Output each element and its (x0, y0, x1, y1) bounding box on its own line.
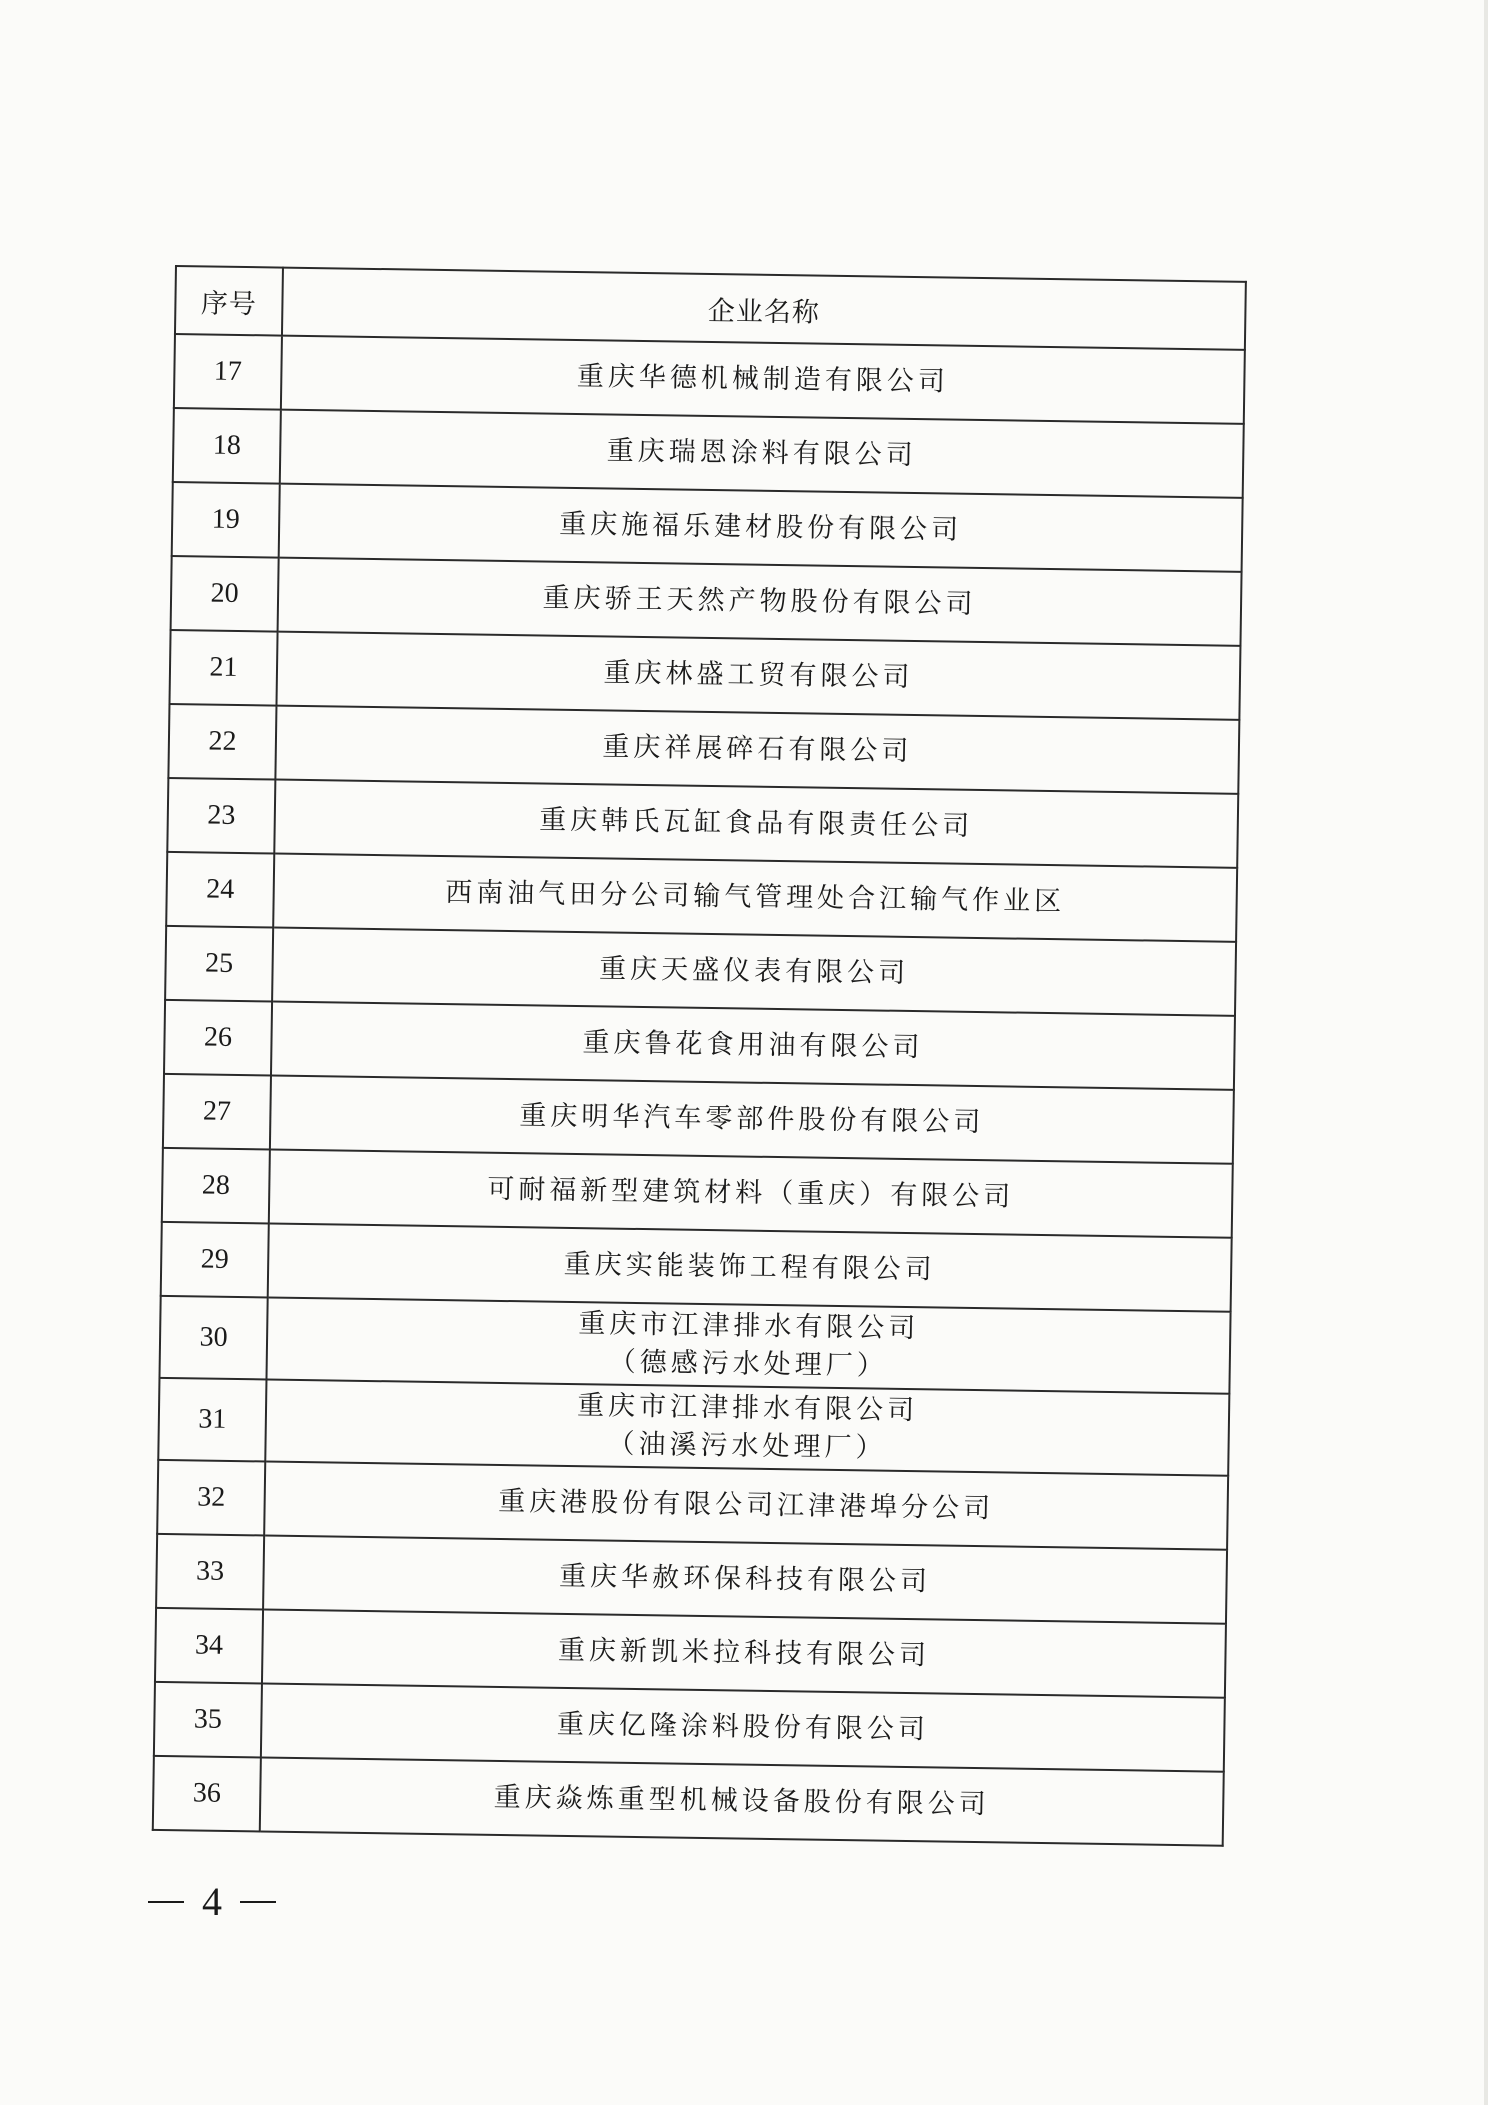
company-name-line: 可耐福新型建筑材料（重庆）有限公司 (487, 1173, 1015, 1213)
row-index: 26 (164, 1000, 272, 1076)
company-name-cell (281, 336, 1245, 424)
company-name-line: 重庆市江津排水有限公司 (578, 1308, 920, 1345)
company-name-cell (269, 1150, 1233, 1238)
footer-dash-right (240, 1901, 276, 1903)
company-name-cell (275, 706, 1239, 794)
row-index: 29 (161, 1222, 269, 1298)
company-name-cell (262, 1609, 1226, 1697)
company-name-line: 重庆骄王天然产物股份有限公司 (542, 582, 977, 620)
row-index: 30 (159, 1296, 267, 1380)
row-index: 35 (154, 1682, 262, 1758)
company-name-line: 重庆施福乐建材股份有限公司 (558, 508, 963, 546)
company-name-cell (274, 780, 1238, 868)
company-name-line: 重庆瑞恩涂料有限公司 (606, 435, 917, 472)
company-name-cell (261, 1683, 1225, 1771)
table-row (158, 1378, 1229, 1476)
row-index: 18 (173, 408, 281, 484)
company-name-line: 重庆鲁花食用油有限公司 (582, 1027, 924, 1064)
company-name-cell (265, 1379, 1229, 1475)
row-index: 17 (174, 334, 282, 410)
company-name-cell (279, 484, 1243, 572)
table-body (153, 334, 1245, 1846)
company-name-cell (263, 1535, 1227, 1623)
company-name-line: 重庆华赦环保科技有限公司 (558, 1560, 932, 1598)
enterprise-table (152, 265, 1247, 1847)
row-index: 28 (162, 1148, 270, 1224)
row-index: 19 (172, 482, 280, 558)
page-number: 4 (202, 1879, 222, 1924)
company-name-line: 重庆华德机械制造有限公司 (576, 360, 950, 398)
company-name-line: 重庆韩氏瓦缸食品有限责任公司 (539, 804, 974, 842)
company-name-line: 重庆市江津排水有限公司 (576, 1390, 919, 1427)
company-name-line: 西南油气田分公司输气管理处合江输气作业区 (444, 877, 1066, 918)
row-index: 24 (166, 852, 274, 928)
row-index: 34 (155, 1608, 263, 1684)
header-index: 序号 (175, 266, 283, 336)
company-name-line: 重庆焱炼重型机械设备股份有限公司 (493, 1781, 990, 1821)
row-index: 27 (163, 1074, 271, 1150)
footer-dash-left (148, 1901, 184, 1903)
page-footer (148, 1878, 276, 1925)
row-index: 23 (167, 778, 275, 854)
company-name-line: 重庆明华汽车零部件股份有限公司 (519, 1100, 985, 1139)
company-name-line: （油溪污水处理厂） (607, 1428, 887, 1464)
company-name-line: 重庆港股份有限公司江津港埠分公司 (497, 1485, 995, 1525)
company-name-cell (272, 928, 1236, 1016)
company-name-cell (276, 632, 1240, 720)
company-name-line: （德感污水处理厂） (608, 1346, 888, 1382)
row-index: 33 (156, 1534, 264, 1610)
company-name-cell (268, 1223, 1232, 1311)
company-name-line: 重庆新凯米拉科技有限公司 (557, 1634, 931, 1672)
company-name-cell (271, 1002, 1235, 1090)
page-edge (1484, 0, 1488, 2105)
company-name-line: 重庆实能装饰工程有限公司 (563, 1248, 936, 1286)
company-name-line: 重庆祥展碎石有限公司 (602, 731, 913, 767)
company-name-cell (270, 1076, 1234, 1164)
company-name-cell (278, 558, 1242, 646)
row-index: 25 (165, 926, 273, 1002)
table-row (159, 1296, 1230, 1394)
company-name-line: 重庆天盛仪表有限公司 (598, 953, 910, 989)
company-name-line: 重庆亿隆涂料股份有限公司 (556, 1708, 930, 1746)
row-index: 31 (158, 1378, 266, 1462)
company-name-cell (273, 854, 1237, 942)
company-name-cell (266, 1297, 1230, 1393)
header-company-name: 企业名称 (282, 268, 1246, 350)
row-index: 32 (157, 1460, 265, 1536)
company-name-cell (264, 1461, 1228, 1549)
company-name-line: 重庆林盛工贸有限公司 (603, 657, 914, 693)
row-index: 36 (153, 1756, 261, 1832)
company-name-cell (280, 410, 1244, 498)
company-name-cell (260, 1757, 1224, 1845)
row-index: 22 (168, 704, 276, 780)
row-index: 20 (171, 556, 279, 632)
row-index: 21 (169, 630, 277, 706)
table-row (153, 1756, 1224, 1846)
